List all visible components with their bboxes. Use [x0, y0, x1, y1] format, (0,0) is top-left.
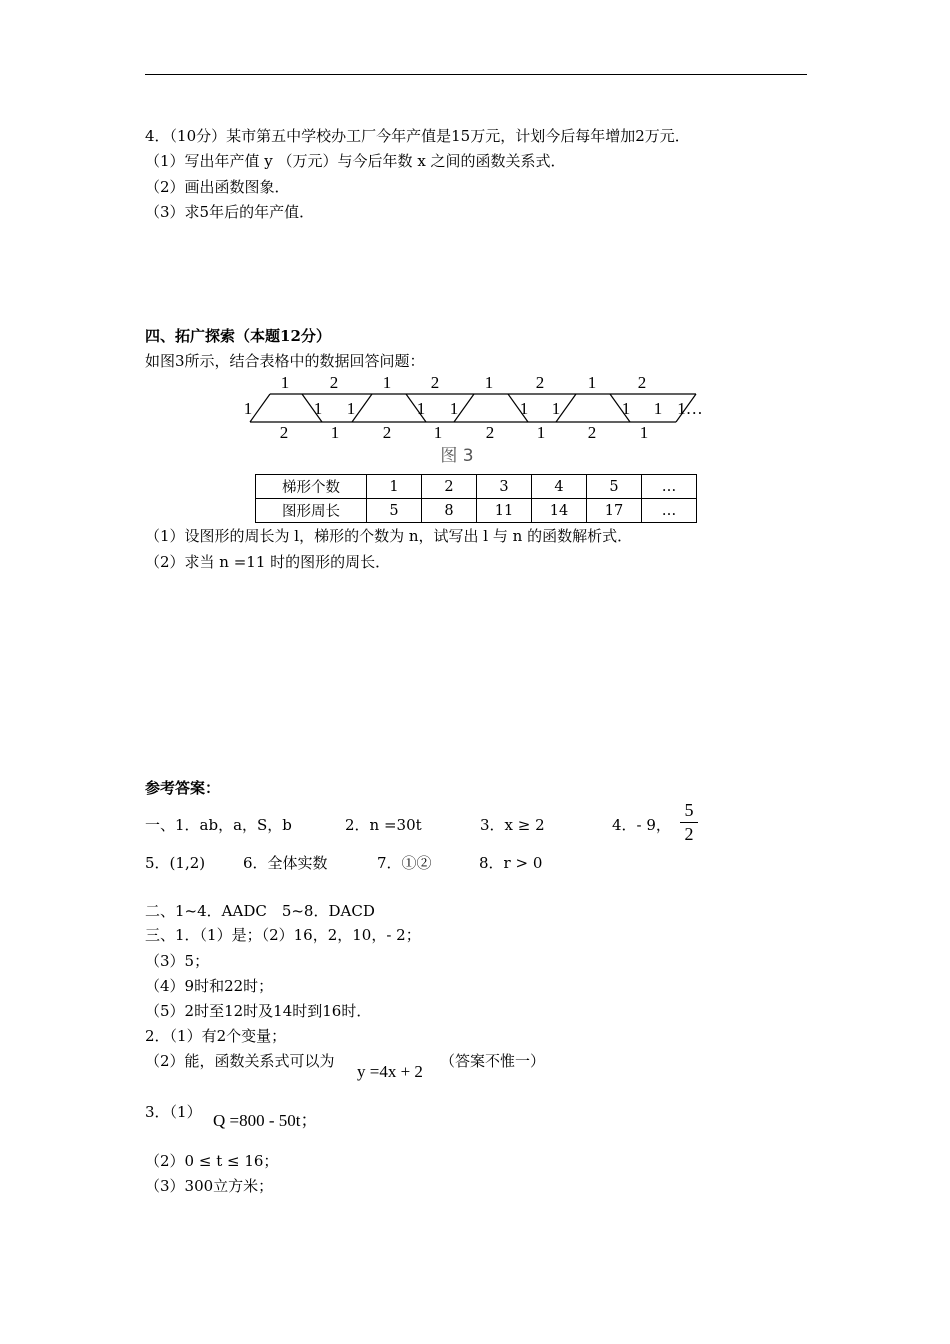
section4-q1: （1）设图形的周长为 l，梯形的个数为 n，试写出 l 与 n 的函数解析式．	[145, 527, 633, 545]
fig-mid-label: 1…	[677, 399, 703, 418]
answer-3-2-1: 2．（1）有2个变量；	[145, 1027, 287, 1045]
table-cell: 5	[367, 499, 422, 523]
fraction-denominator: 2	[684, 824, 694, 844]
fig-top-label: 2	[329, 373, 339, 392]
table-cell: 11	[477, 499, 532, 523]
table-cell: 1	[367, 475, 422, 499]
fig-bottom-label: 1	[536, 423, 546, 442]
table-cell: 17	[587, 499, 642, 523]
fig-bottom-label: 2	[279, 423, 289, 442]
answer-3-1-5: （5）2时至12时及14时到16时．	[145, 1002, 372, 1020]
answer-3-1-4: （4）9时和22时；	[145, 977, 274, 995]
table-cell: 5	[587, 475, 642, 499]
answer-1-8: 8．r > 0	[479, 854, 543, 872]
fig-bottom-label: 2	[485, 423, 495, 442]
q4-part3: （3）求5年后的年产值．	[145, 203, 315, 221]
fig-mid-label: 1	[346, 399, 356, 418]
fig-mid-label: 1	[416, 399, 426, 418]
table-cell: 图形周长	[256, 499, 367, 523]
fig-mid-label: 1	[551, 399, 561, 418]
fig-mid-label: 1	[653, 399, 663, 418]
table-cell: 梯形个数	[256, 475, 367, 499]
table-cell: 3	[477, 475, 532, 499]
fraction-five-halves	[680, 800, 698, 845]
answer-3-1-3: （3）5；	[145, 952, 210, 970]
table-cell: 4	[532, 475, 587, 499]
answer-1-5: 5．(1,2)	[145, 854, 206, 872]
fig-top-label: 2	[535, 373, 545, 392]
answer-1-7: 7．①②	[377, 854, 432, 872]
table-cell: 14	[532, 499, 587, 523]
answer-1-3: 3．x ≥ 2	[480, 816, 545, 834]
table-row	[256, 499, 697, 523]
table-cell: 8	[422, 499, 477, 523]
header-rule	[145, 74, 807, 75]
answer-2: 二、1~4．AADC 5~8．DACD	[145, 902, 375, 920]
fig-mid-label: 1	[243, 399, 253, 418]
fig-top-label: 1	[484, 373, 494, 392]
fig-bottom-label: 1	[433, 423, 443, 442]
answer-3-3-3: （3）300立方米；	[145, 1177, 274, 1195]
answer-3-2-2-label: （2）能，函数关系式可以为	[145, 1052, 335, 1070]
section4-title: 四、拓广探索（本题12分）	[145, 327, 331, 345]
fraction-numerator: 5	[684, 800, 694, 820]
figure-caption: 图 3	[440, 446, 474, 466]
answer-1-4: 4．- 9，	[612, 816, 671, 834]
q4-part1: （1）写出年产值 y （万元）与今后年数 x 之间的函数关系式．	[145, 152, 566, 170]
fig-top-label: 2	[430, 373, 440, 392]
table-cell: …	[642, 475, 697, 499]
answers-title: 参考答案：	[145, 779, 221, 797]
fig-mid-label: 1	[621, 399, 631, 418]
answer-1-1: 一、1．ab，a，S，b	[145, 816, 292, 834]
fig-bottom-label: 2	[587, 423, 597, 442]
table-row	[256, 475, 697, 499]
answer-3-3-2: （2）0 ≤ t ≤ 16；	[145, 1152, 279, 1170]
fig-bottom-label: 2	[382, 423, 392, 442]
answer-3-2-2-note: （答案不惟一）	[440, 1052, 546, 1070]
answer-3-3-1-formula: Q =800 - 50t；	[213, 1111, 318, 1130]
fig-top-label: 1	[587, 373, 597, 392]
answer-3-1: 三、1．（1）是；（2）16，2，10，- 2；	[145, 926, 421, 944]
section4-q2: （2）求当 n =11 时的图形的周长．	[145, 553, 391, 571]
fig-mid-label: 1	[519, 399, 529, 418]
q4-stem: 4．（10分）某市第五中学校办工厂今年产值是15万元，计划今后每年增加2万元．	[145, 127, 690, 145]
table-cell: …	[642, 499, 697, 523]
fig-top-label: 2	[637, 373, 647, 392]
figure-3-trapezoids	[230, 368, 720, 470]
fig-top-label: 1	[280, 373, 290, 392]
answer-1-6: 6．全体实数	[243, 854, 328, 872]
table-cell: 2	[422, 475, 477, 499]
answer-3-3-1-label: 3．（1）	[145, 1103, 202, 1121]
answer-1-2: 2．n =30t	[345, 816, 422, 834]
q4-part2: （2）画出函数图象．	[145, 178, 290, 196]
section4-intro: 如图3所示，结合表格中的数据回答问题：	[145, 352, 425, 370]
data-table	[255, 474, 697, 523]
fig-mid-label: 1	[313, 399, 323, 418]
fig-bottom-label: 1	[330, 423, 340, 442]
answer-3-2-2-formula: y =4x + 2	[357, 1062, 423, 1081]
fig-bottom-label: 1	[639, 423, 649, 442]
fig-mid-label: 1	[449, 399, 459, 418]
fig-top-label: 1	[382, 373, 392, 392]
